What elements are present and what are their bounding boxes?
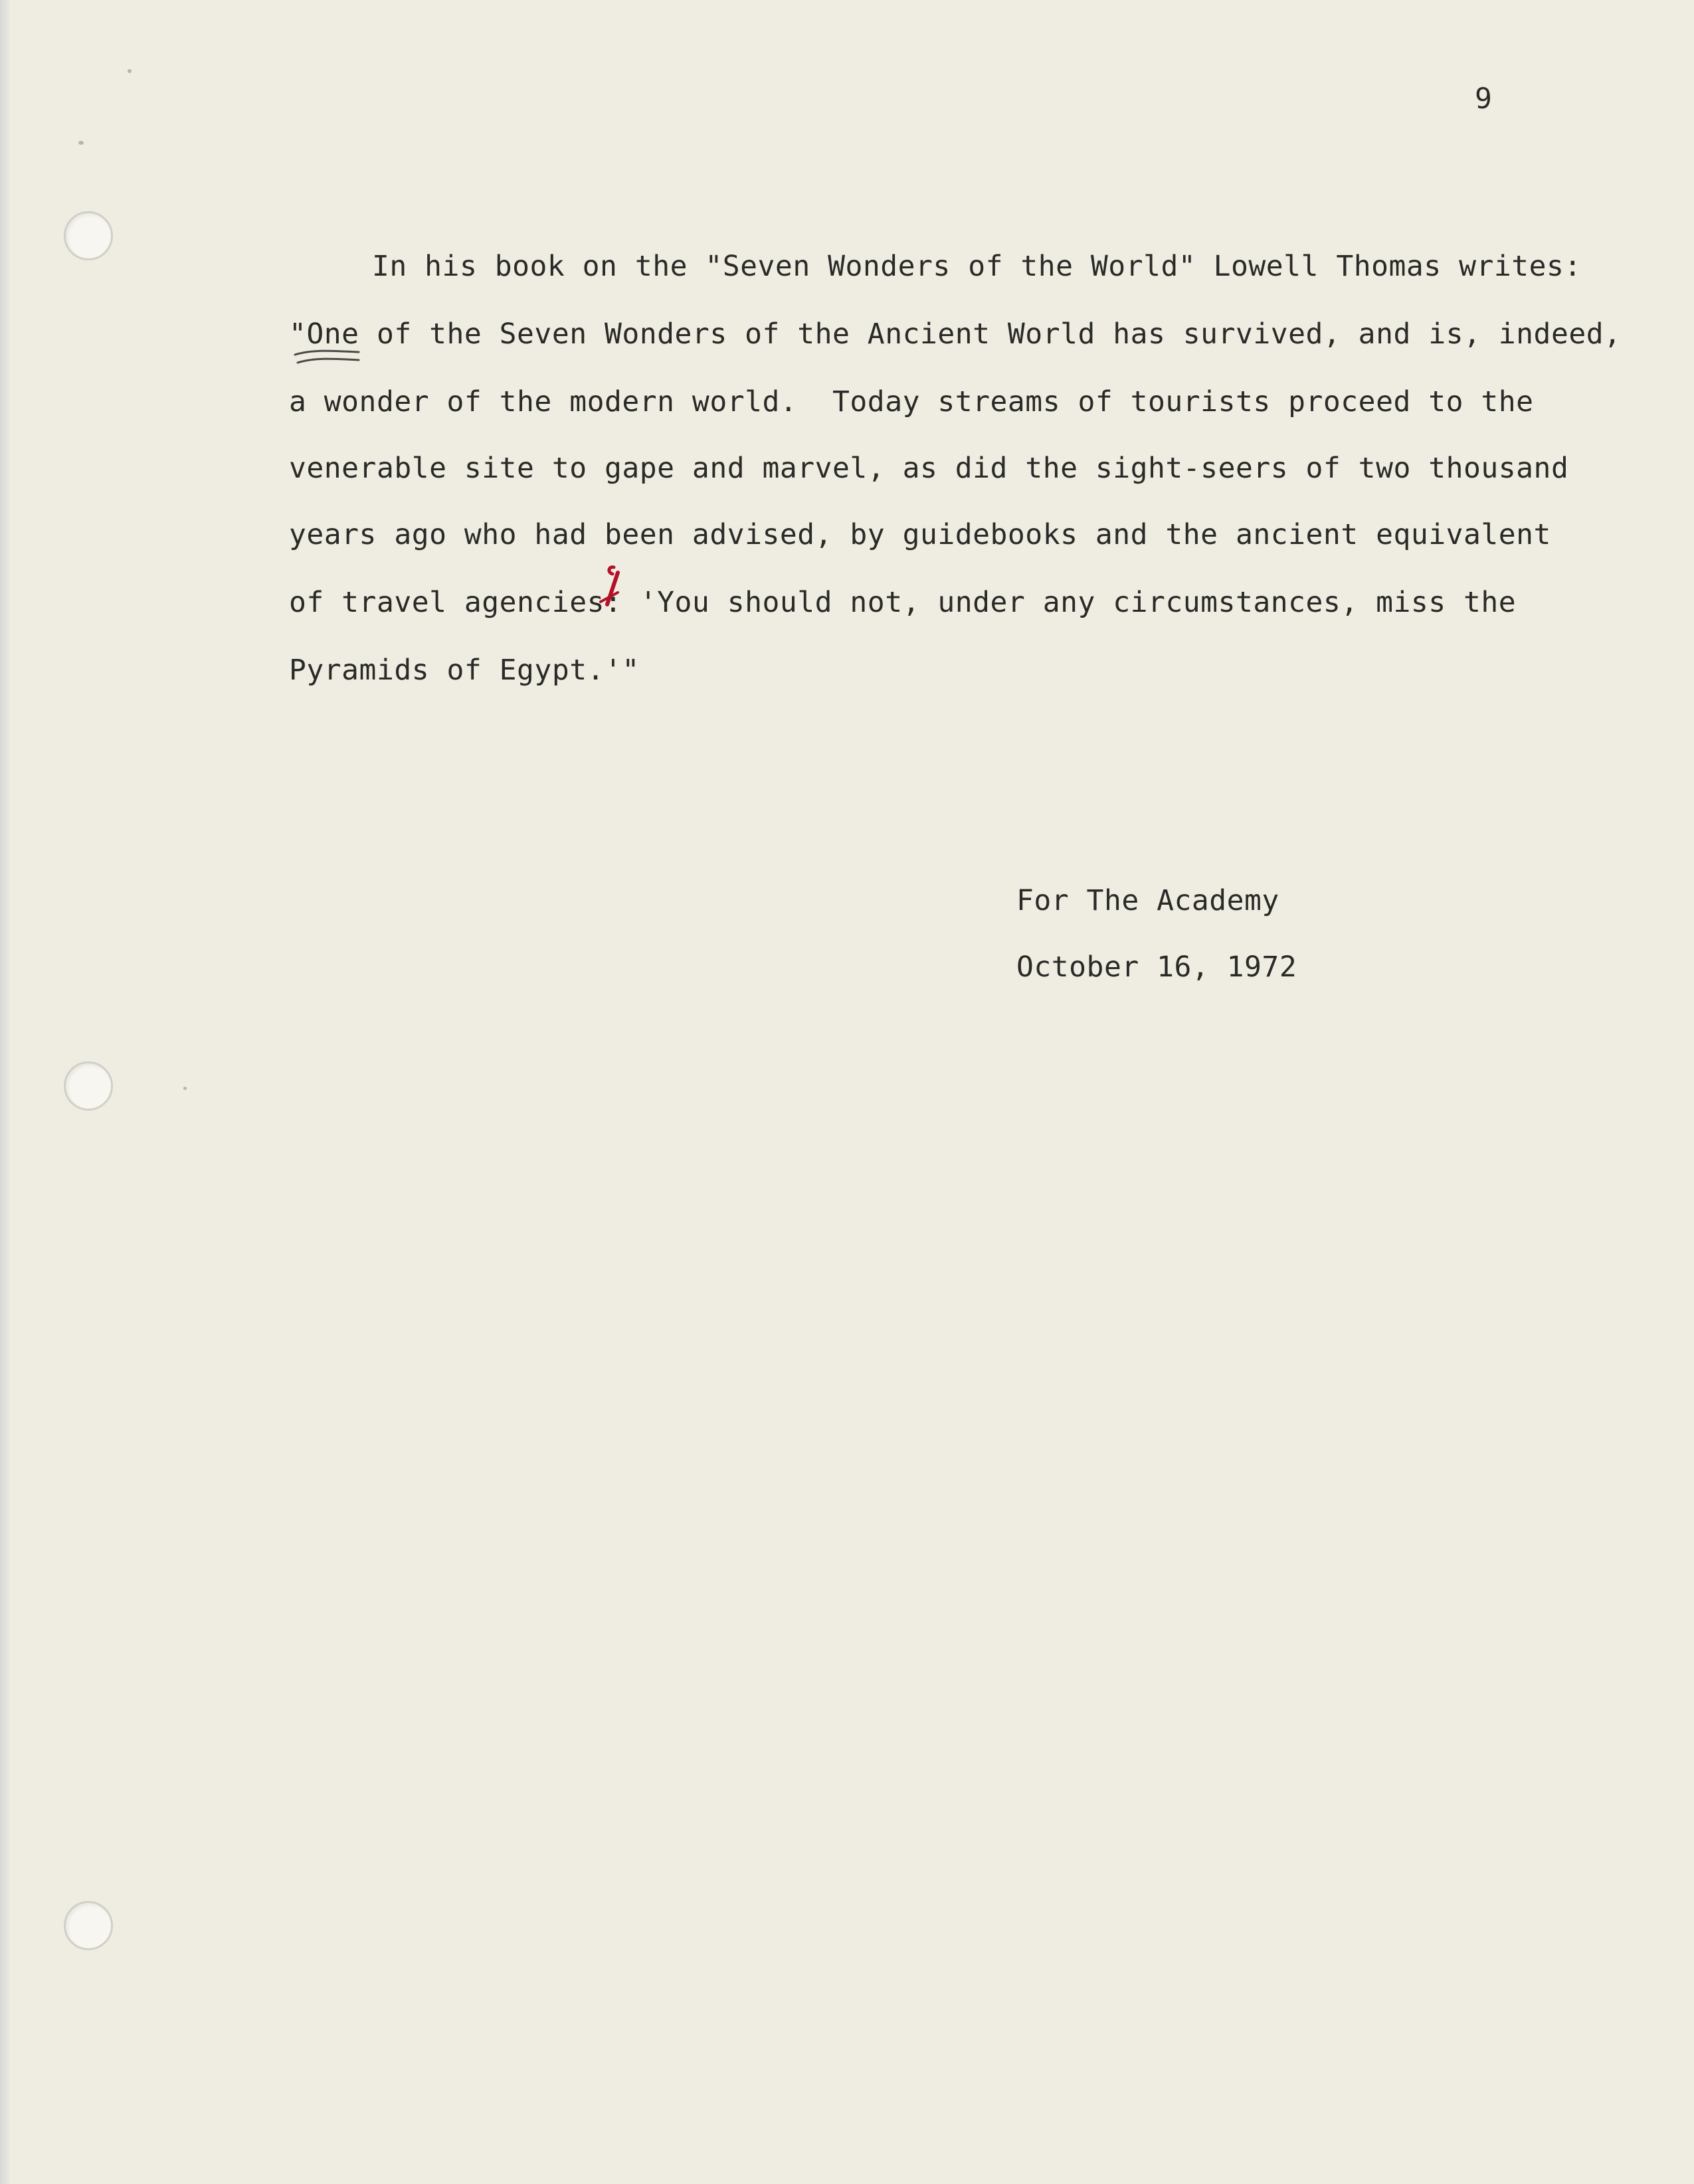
punch-hole-top xyxy=(64,211,113,260)
body-line: In his book on the "Seven Wonders of the World" Lowell Thomas writes: xyxy=(372,250,1582,283)
punch-hole-middle xyxy=(64,1061,113,1111)
body-line: venerable site to gape and marvel, as did the sight-seers of two thousand xyxy=(289,452,1569,485)
punch-hole-bottom xyxy=(64,1901,113,1950)
red-quote-correction-icon xyxy=(594,563,640,623)
page-number: 9 xyxy=(1475,82,1493,116)
closing-affiliation: For The Academy xyxy=(1016,884,1279,917)
paper-speck xyxy=(78,141,84,145)
double-underline-mark-icon xyxy=(292,347,365,373)
body-line: of travel agencies: 'You should not, under any circumstances, miss the xyxy=(289,586,1517,619)
paper-speck xyxy=(183,1087,187,1090)
body-line: a wonder of the modern world. Today streams of tourists proceed to the xyxy=(289,385,1534,418)
body-line: years ago who had been advised, by guidebooks and the ancient equivalent xyxy=(289,518,1551,551)
paper-speck xyxy=(128,69,132,73)
paper-edge xyxy=(0,0,9,2184)
closing-date: October 16, 1972 xyxy=(1016,951,1297,984)
body-line: "One of the Seven Wonders of the Ancient World has survived, and is, indeed, xyxy=(289,318,1622,351)
body-line: Pyramids of Egypt.'" xyxy=(289,654,640,687)
